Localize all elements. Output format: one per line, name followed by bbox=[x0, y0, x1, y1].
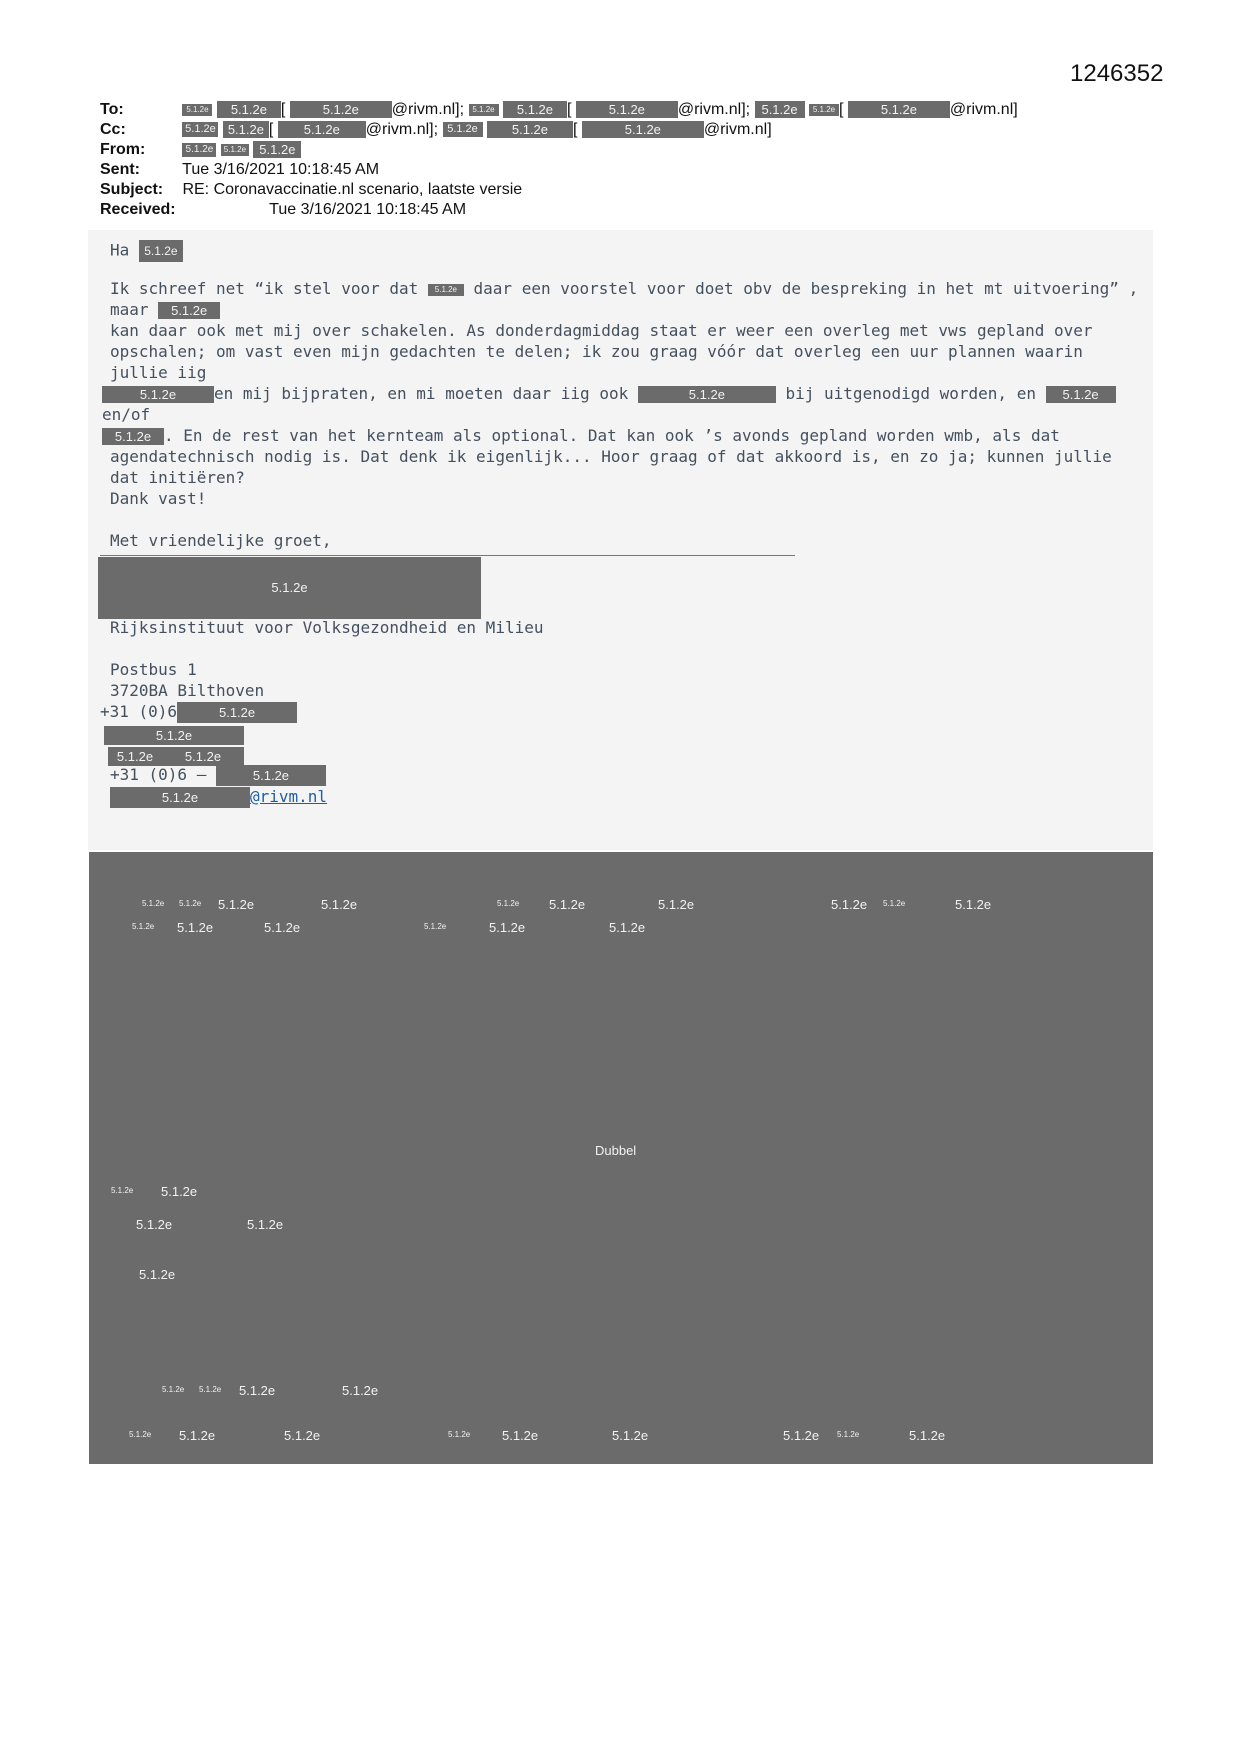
message-line: 5.1.2e . En de rest van het kernteam als optional. Dat kan ook ’s avonds gepland worden wmb, als dat bbox=[102, 425, 1140, 446]
message-line: Ik schreef net “ik stel voor dat 5.1.2e daar een voorstel voor doet obv de bespreking in het mt uitvoering” , maar 5.1.2e bbox=[110, 279, 1139, 319]
redaction: 5.1.2e bbox=[443, 122, 483, 137]
closing: Met vriendelijke groet, bbox=[110, 531, 332, 550]
redaction: 5.1.2e bbox=[221, 144, 249, 156]
redaction: 5.1.2e bbox=[638, 386, 776, 403]
redaction: 5.1.2e bbox=[848, 101, 950, 118]
subject-value: RE: Coronavaccinatie.nl scenario, laatste versie bbox=[182, 181, 523, 198]
redaction: 5.1.2e bbox=[487, 121, 573, 138]
signature-email bbox=[110, 786, 327, 808]
received-value: Tue 3/16/2021 10:18:45 AM bbox=[269, 201, 467, 218]
redaction-label: 5.1.2e bbox=[199, 1385, 222, 1394]
redaction-label: 5.1.2e bbox=[129, 1430, 152, 1439]
message-line: kan daar ook met mij over schakelen. As donderdagmiddag staat er weer een overleg met vws gepland over bbox=[110, 321, 1093, 340]
signature-city: 3720BA Bilthoven bbox=[110, 681, 265, 700]
redaction-label: 5.1.2e bbox=[218, 897, 255, 912]
message-line: opschalen; om vast even mijn gedachten te delen; ik zou graag vóór dat overleg een uur plannen waarin jullie iig bbox=[110, 342, 1083, 382]
redaction-label: 5.1.2e bbox=[142, 899, 165, 908]
to-label: To: bbox=[100, 101, 124, 118]
redaction-label: 5.1.2e bbox=[247, 1217, 284, 1232]
redaction-label: 5.1.2e bbox=[179, 899, 202, 908]
redaction-label: 5.1.2e bbox=[497, 899, 520, 908]
redaction-label: 5.1.2e bbox=[424, 922, 447, 931]
greeting-line bbox=[110, 240, 183, 262]
redaction-label: 5.1.2e bbox=[321, 897, 358, 912]
redaction: 5.1.2e bbox=[755, 101, 805, 118]
redaction: 5.1.2e bbox=[503, 101, 567, 118]
redaction-label: 5.1.2e bbox=[883, 899, 906, 908]
redaction: 5.1.2e bbox=[582, 121, 704, 138]
sent-value: Tue 3/16/2021 10:18:45 AM bbox=[182, 161, 380, 178]
signature-phone-2: +31 (0)6 – 5.1.2e bbox=[110, 764, 326, 786]
redaction: 5.1.2e bbox=[217, 101, 281, 118]
redaction-label: 5.1.2e bbox=[658, 897, 695, 912]
redaction: 5.1.2e bbox=[108, 747, 162, 766]
message-line: Dank vast! bbox=[110, 489, 207, 508]
redaction: 5.1.2e bbox=[290, 101, 392, 118]
redaction-label: 5.1.2e bbox=[161, 1184, 198, 1199]
redaction: 5.1.2e bbox=[98, 557, 481, 619]
redaction: 5.1.2e bbox=[469, 104, 499, 116]
redaction: 5.1.2e bbox=[428, 284, 464, 296]
signature-redacted-line bbox=[104, 724, 244, 745]
signature-po-box: Postbus 1 bbox=[110, 660, 197, 679]
redaction-label: 5.1.2e bbox=[609, 920, 646, 935]
received-label: Received: bbox=[100, 201, 176, 218]
redaction-label: 5.1.2e bbox=[502, 1428, 539, 1443]
redaction: 5.1.2e bbox=[809, 104, 839, 116]
redaction-label: 5.1.2e bbox=[448, 1430, 471, 1439]
redaction-label: 5.1.2e bbox=[284, 1428, 321, 1443]
redaction-label: 5.1.2e bbox=[177, 920, 214, 935]
redaction: 5.1.2e bbox=[216, 765, 326, 786]
redaction: 5.1.2e bbox=[576, 101, 678, 118]
to-domain: @rivm.nl] bbox=[949, 101, 1018, 118]
message-line: 5.1.2e en mij bijpraten, en mi moeten daar iig ook 5.1.2e bij uitgenodigd worden, en 5.1.2een/of bbox=[102, 383, 1140, 425]
redaction: 5.1.2e bbox=[182, 122, 218, 137]
redaction-label: 5.1.2e bbox=[239, 1383, 276, 1398]
redaction-label: 5.1.2e bbox=[549, 897, 586, 912]
redaction-label: 5.1.2e bbox=[612, 1428, 649, 1443]
signature-divider bbox=[100, 555, 795, 556]
to-domain: @rivm.nl]; bbox=[677, 101, 751, 118]
redaction-label: 5.1.2e bbox=[909, 1428, 946, 1443]
to-row: To: 5.1.2e 5.1.2e [ 5.1.2e @rivm.nl]; 5.1.2e 5.1.2e [ 5.1.2e @rivm.nl]; 5.1.2e 5.1.2e [ 5.1.2e @rivm.nl] bbox=[100, 101, 1018, 118]
redaction-label: 5.1.2e bbox=[111, 1186, 134, 1195]
redaction-label: 5.1.2e bbox=[132, 922, 155, 931]
document-number: 1246352 bbox=[1070, 60, 1164, 87]
cc-domain: @rivm.nl] bbox=[703, 121, 772, 138]
redaction: 5.1.2e bbox=[1046, 386, 1116, 403]
redaction-label: 5.1.2e bbox=[162, 1385, 185, 1394]
redaction: 5.1.2e bbox=[223, 121, 269, 138]
from-label: From: bbox=[100, 141, 146, 158]
redaction: 5.1.2e bbox=[182, 143, 216, 157]
subject-row bbox=[100, 180, 522, 199]
redaction: 5.1.2e bbox=[104, 726, 244, 745]
redaction-label: 5.1.2e bbox=[489, 920, 526, 935]
from-row bbox=[100, 140, 301, 159]
cc-label: Cc: bbox=[100, 121, 126, 138]
redaction: 5.1.2e bbox=[110, 787, 250, 808]
greeting: Ha bbox=[110, 240, 130, 260]
redaction: 5.1.2e bbox=[102, 428, 164, 445]
redaction: 5.1.2e bbox=[182, 104, 212, 116]
redaction-label: 5.1.2e bbox=[179, 1428, 216, 1443]
signature-redacted-line bbox=[108, 745, 244, 766]
redaction-label: 5.1.2e bbox=[955, 897, 992, 912]
signature-org: Rijksinstituut voor Volksgezondheid en Milieu bbox=[110, 618, 544, 637]
received-row bbox=[100, 200, 466, 219]
subject-label: Subject: bbox=[100, 181, 164, 198]
block-label: Dubbel bbox=[595, 1143, 637, 1158]
sent-label: Sent: bbox=[100, 161, 140, 178]
redaction: 5.1.2e bbox=[102, 386, 214, 403]
redacted-block bbox=[89, 852, 1153, 1464]
redaction-label: 5.1.2e bbox=[139, 1267, 176, 1282]
redaction-label: 5.1.2e bbox=[837, 1430, 860, 1439]
redaction: 5.1.2e bbox=[253, 141, 301, 158]
to-domain: @rivm.nl]; bbox=[391, 101, 465, 118]
redaction: 5.1.2e bbox=[139, 240, 183, 262]
redaction: 5.1.2e bbox=[278, 121, 366, 138]
redaction-label: 5.1.2e bbox=[783, 1428, 820, 1443]
redaction: 5.1.2e bbox=[177, 702, 297, 723]
signature-email-link[interactable]: @rivm.nl bbox=[250, 787, 328, 806]
email-message bbox=[102, 278, 1140, 595]
redaction-label: 5.1.2e bbox=[264, 920, 301, 935]
cc-domain: @rivm.nl]; bbox=[365, 121, 439, 138]
redaction: 5.1.2e bbox=[158, 302, 220, 319]
redaction-label: 5.1.2e bbox=[136, 1217, 173, 1232]
redaction-label: 5.1.2e bbox=[831, 897, 868, 912]
redaction-label: 5.1.2e bbox=[342, 1383, 379, 1398]
sent-row bbox=[100, 160, 379, 179]
signature-phone-1: +31 (0)6 5.1.2e bbox=[100, 701, 297, 723]
cc-row: Cc: 5.1.2e 5.1.2e [ 5.1.2e @rivm.nl]; 5.1.2e 5.1.2e [ 5.1.2e @rivm.nl] bbox=[100, 121, 772, 138]
message-line: agendatechnisch nodig is. Dat denk ik eigenlijk... Hoor graag of dat akkoord is, en zo ja; kunnen jullie dat initiëren? bbox=[110, 447, 1112, 487]
redaction: 5.1.2e bbox=[162, 747, 244, 766]
